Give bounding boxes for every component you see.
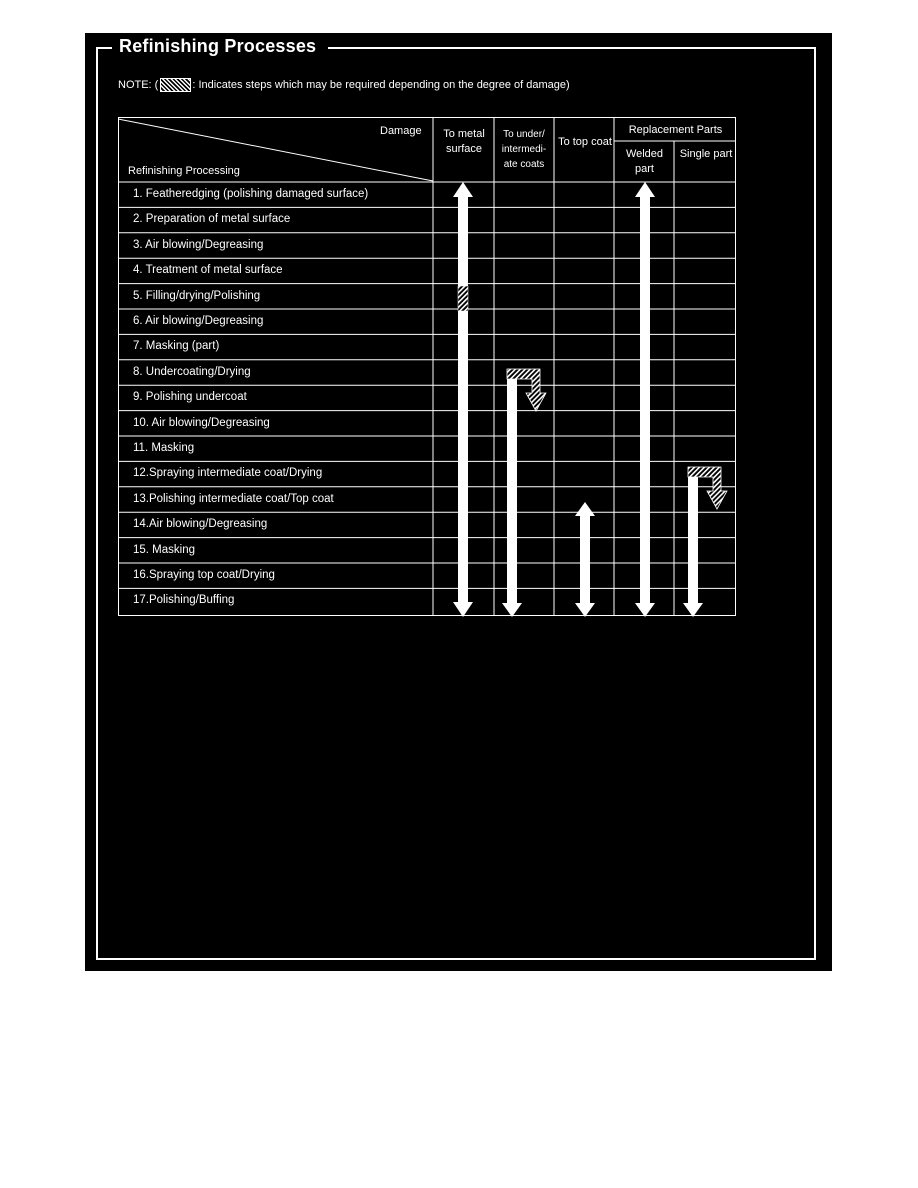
corner-damage-label: Damage bbox=[380, 125, 422, 137]
row-label: 12.Spraying intermediate coat/Drying bbox=[133, 467, 323, 480]
under-coat-arrow bbox=[502, 379, 522, 617]
row-label: 7. Masking (part) bbox=[133, 340, 220, 353]
page-title: Refinishing Processes bbox=[119, 36, 317, 56]
top-coat-arrow bbox=[575, 502, 595, 617]
corner-processing-label: Refinishing Processing bbox=[128, 165, 240, 177]
note bbox=[118, 78, 570, 92]
row-label: 13.Polishing intermediate coat/Top coat bbox=[133, 492, 334, 505]
row-label: 14.Air blowing/Degreasing bbox=[133, 518, 268, 531]
col-single-part: Single part bbox=[679, 148, 733, 160]
row-label: 5. Filling/drying/Polishing bbox=[133, 289, 261, 302]
note-prefix: NOTE: ( bbox=[118, 79, 159, 91]
row-label: 3. Air blowing/Degreasing bbox=[133, 238, 264, 251]
row-label: 6. Air blowing/Degreasing bbox=[133, 315, 264, 327]
hatched-swatch-icon bbox=[160, 78, 191, 92]
row-label: 10. Air blowing/Degreasing bbox=[133, 416, 270, 429]
row-label: 16.Spraying top coat/Drying bbox=[133, 569, 275, 581]
col-under-intermediate: To under/ intermedi- ate coats bbox=[501, 129, 547, 170]
row-label: 1. Featheredging (polishing damaged surface) bbox=[133, 188, 369, 200]
note-text: : Indicates steps which may be required depending on the degree of damage) bbox=[192, 79, 570, 91]
process-arrows bbox=[118, 117, 738, 617]
row-label: 15. Masking bbox=[133, 543, 196, 556]
row-label: 17.Polishing/Buffing bbox=[133, 594, 235, 607]
row-label: 4. Treatment of metal surface bbox=[133, 264, 283, 277]
single-part-arrow bbox=[683, 477, 703, 617]
refinishing-panel bbox=[85, 33, 832, 971]
row-label: 11. Masking bbox=[133, 442, 195, 454]
metal-surface-arrow bbox=[453, 182, 473, 617]
row-label: 8. Undercoating/Drying bbox=[133, 365, 251, 378]
row-label: 9. Polishing undercoat bbox=[133, 391, 247, 404]
col-welded-part: Welded part bbox=[625, 148, 664, 175]
col-metal-surface: To metal surface bbox=[443, 128, 485, 155]
process-table bbox=[118, 117, 738, 617]
col-replacement-parts: Replacement Parts bbox=[628, 124, 723, 136]
col-top-coat: To top coat bbox=[558, 136, 612, 148]
row-label: 2. Preparation of metal surface bbox=[133, 213, 291, 226]
welded-part-arrow bbox=[635, 182, 655, 617]
